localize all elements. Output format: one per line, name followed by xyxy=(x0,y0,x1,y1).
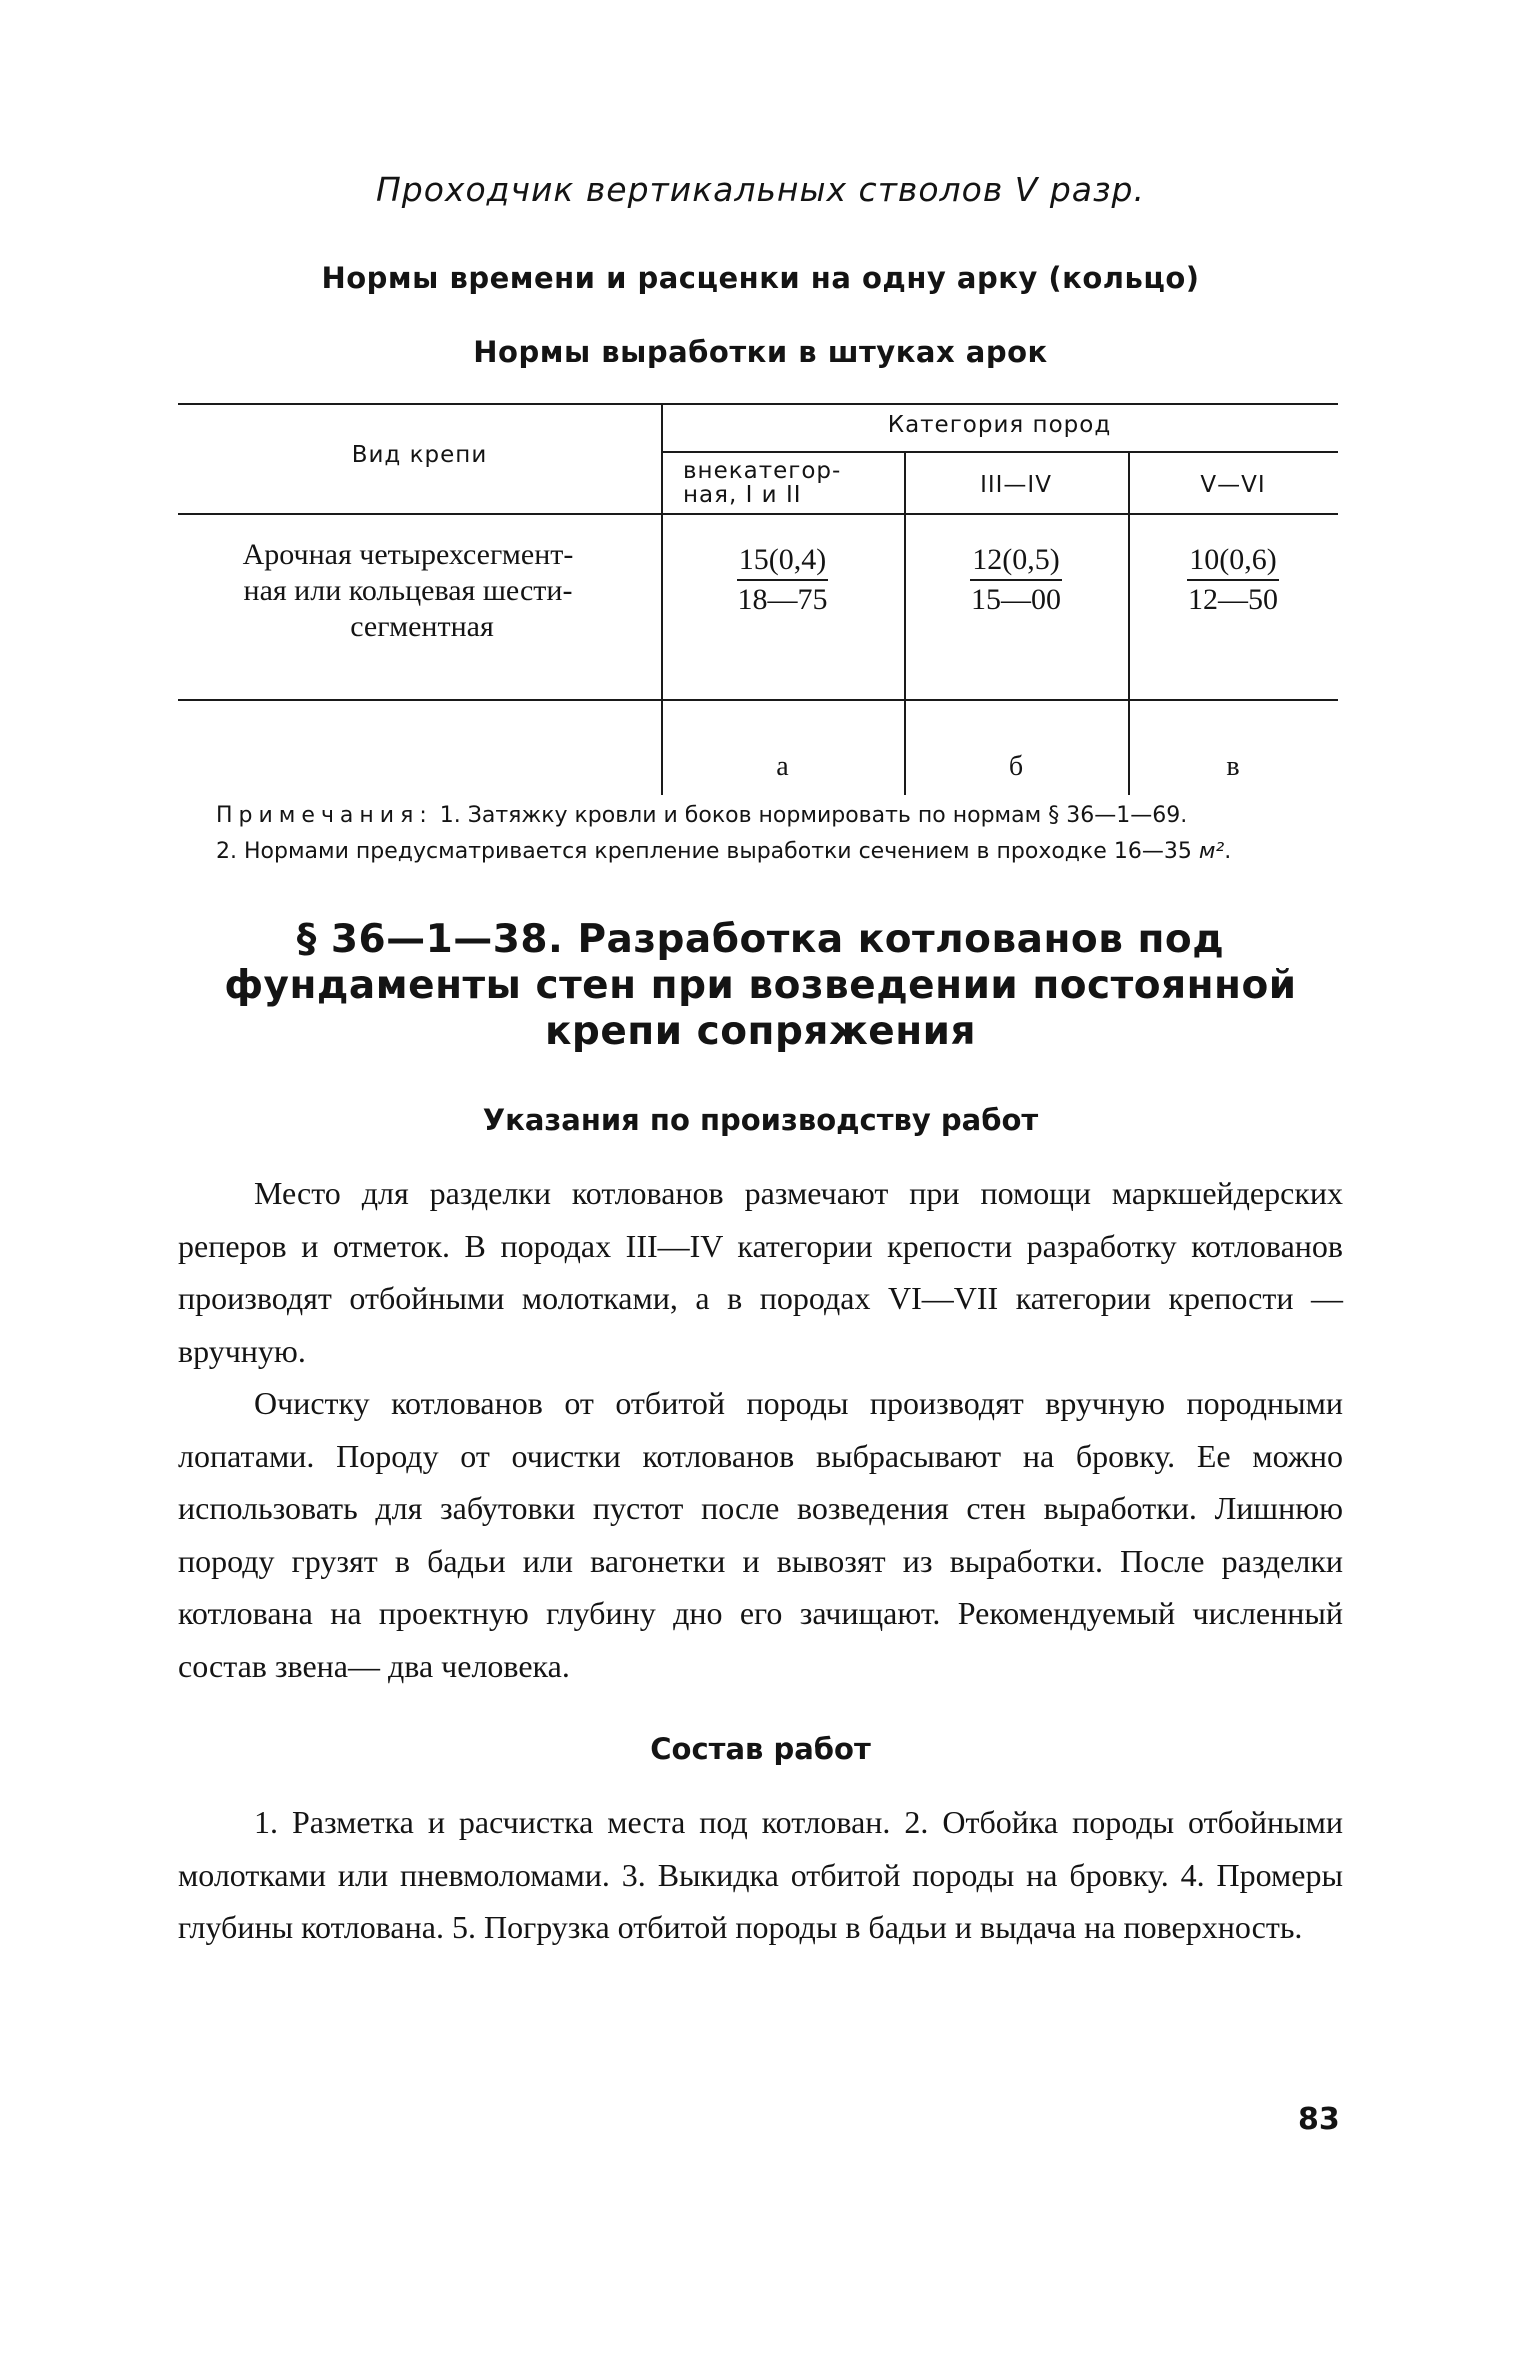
table-bottom-rule xyxy=(178,699,1338,701)
norms-subtitle: Нормы выработки в штуках арок xyxy=(473,335,1048,369)
note-2-end: . xyxy=(1224,839,1232,864)
page-number: 83 xyxy=(1298,2102,1340,2137)
header-col-a-line2: ная, I и II xyxy=(683,482,802,508)
column-letter-a: а xyxy=(776,751,789,782)
rate-value-c: 12—50 xyxy=(1187,583,1278,616)
column-letter-c: в xyxy=(1226,751,1240,782)
table-col-divider-3 xyxy=(1128,451,1130,795)
instructions-paragraph-2: Очистку котлованов от отбитой породы производят вручную породными лопатами. Породу от очистки котлованов выбрасывают на бровку. Ее можно использовать для забутовки пустот после возведения стен выработки. Лишнюю породу грузят в бадьи или вагонетки и вывозят из выработки. После разделки котлована на проектную глубину дно его зачищают. Рекомендуемый численный состав звена— два человека. xyxy=(178,1385,1343,1684)
note-1 xyxy=(178,803,1343,829)
instructions-paragraph-1: Место для разделки котлованов размечают при помощи маркшейдерских реперов и отметок. В породах III—IV категории крепости разработку котлованов производят отбойными молотками, а в породах VI—VII категории крепости — вручную. xyxy=(178,1175,1343,1369)
value-cell-c xyxy=(1128,543,1338,617)
page-content xyxy=(178,170,1343,1954)
table-group-rule xyxy=(661,451,1338,453)
fraction-a xyxy=(737,543,828,617)
table-notes xyxy=(178,803,1343,865)
rate-value-a: 18—75 xyxy=(737,583,828,616)
instructions-heading: Указания по производству работ xyxy=(482,1103,1039,1137)
section-heading: § 36—1—38. Разработка котлованов под фундаменты стен при возведении постоянной крепи сопряжения xyxy=(224,917,1297,1054)
note-1-text: 1. Затяжку кровли и боков нормировать по нормам § 36—1—69. xyxy=(439,803,1188,828)
norm-value-b: 12(0,5) xyxy=(970,543,1061,581)
header-support-type: Вид крепи xyxy=(351,442,488,468)
value-cell-b xyxy=(904,543,1128,617)
value-cell-a xyxy=(661,543,904,617)
works-heading: Состав работ xyxy=(650,1732,871,1766)
note-2-unit: м² xyxy=(1198,839,1225,864)
norm-value-c: 10(0,6) xyxy=(1187,543,1278,581)
header-col-b: III—IV xyxy=(980,472,1052,498)
profession-title: Проходчик вертикальных стволов V разр. xyxy=(375,170,1145,209)
norms-title: Нормы времени и расценки на одну арку (кольцо) xyxy=(321,261,1200,295)
norm-value-a: 15(0,4) xyxy=(737,543,828,581)
header-col-a-line1: внекатегор- xyxy=(683,458,842,484)
note-2-text: 2. Нормами предусматривается крепление выработки сечением в проходке 16—35 xyxy=(216,839,1199,864)
fraction-b xyxy=(970,543,1061,617)
header-rock-category: Категория пород xyxy=(887,412,1112,438)
table-top-rule xyxy=(178,403,1338,405)
row-label xyxy=(178,537,638,645)
row-label-line1: Арочная четырехсегмент- xyxy=(242,538,574,571)
column-letter-b: б xyxy=(1008,751,1024,782)
row-label-line3: сегментная xyxy=(350,610,494,643)
header-col-c: V—VI xyxy=(1200,472,1266,498)
table-col-divider-2 xyxy=(904,451,906,795)
works-list: 1. Разметка и расчистка места под котлован. 2. Отбойка породы отбойными молотками или пневмоломами. 3. Выкидка отбитой породы на бровку. 4. Промеры глубины котлована. 5. Погрузка отбитой породы в бадьи и выдача на поверхность. xyxy=(178,1804,1343,1945)
row-label-line2: ная или кольцевая шести- xyxy=(243,574,573,607)
fraction-c xyxy=(1187,543,1278,617)
norms-table xyxy=(178,403,1338,795)
note-2 xyxy=(178,839,1343,865)
rate-value-b: 15—00 xyxy=(970,583,1061,616)
notes-label: Примечания: xyxy=(216,803,433,828)
header-col-a xyxy=(661,459,904,507)
table-header-rule xyxy=(178,513,1338,515)
